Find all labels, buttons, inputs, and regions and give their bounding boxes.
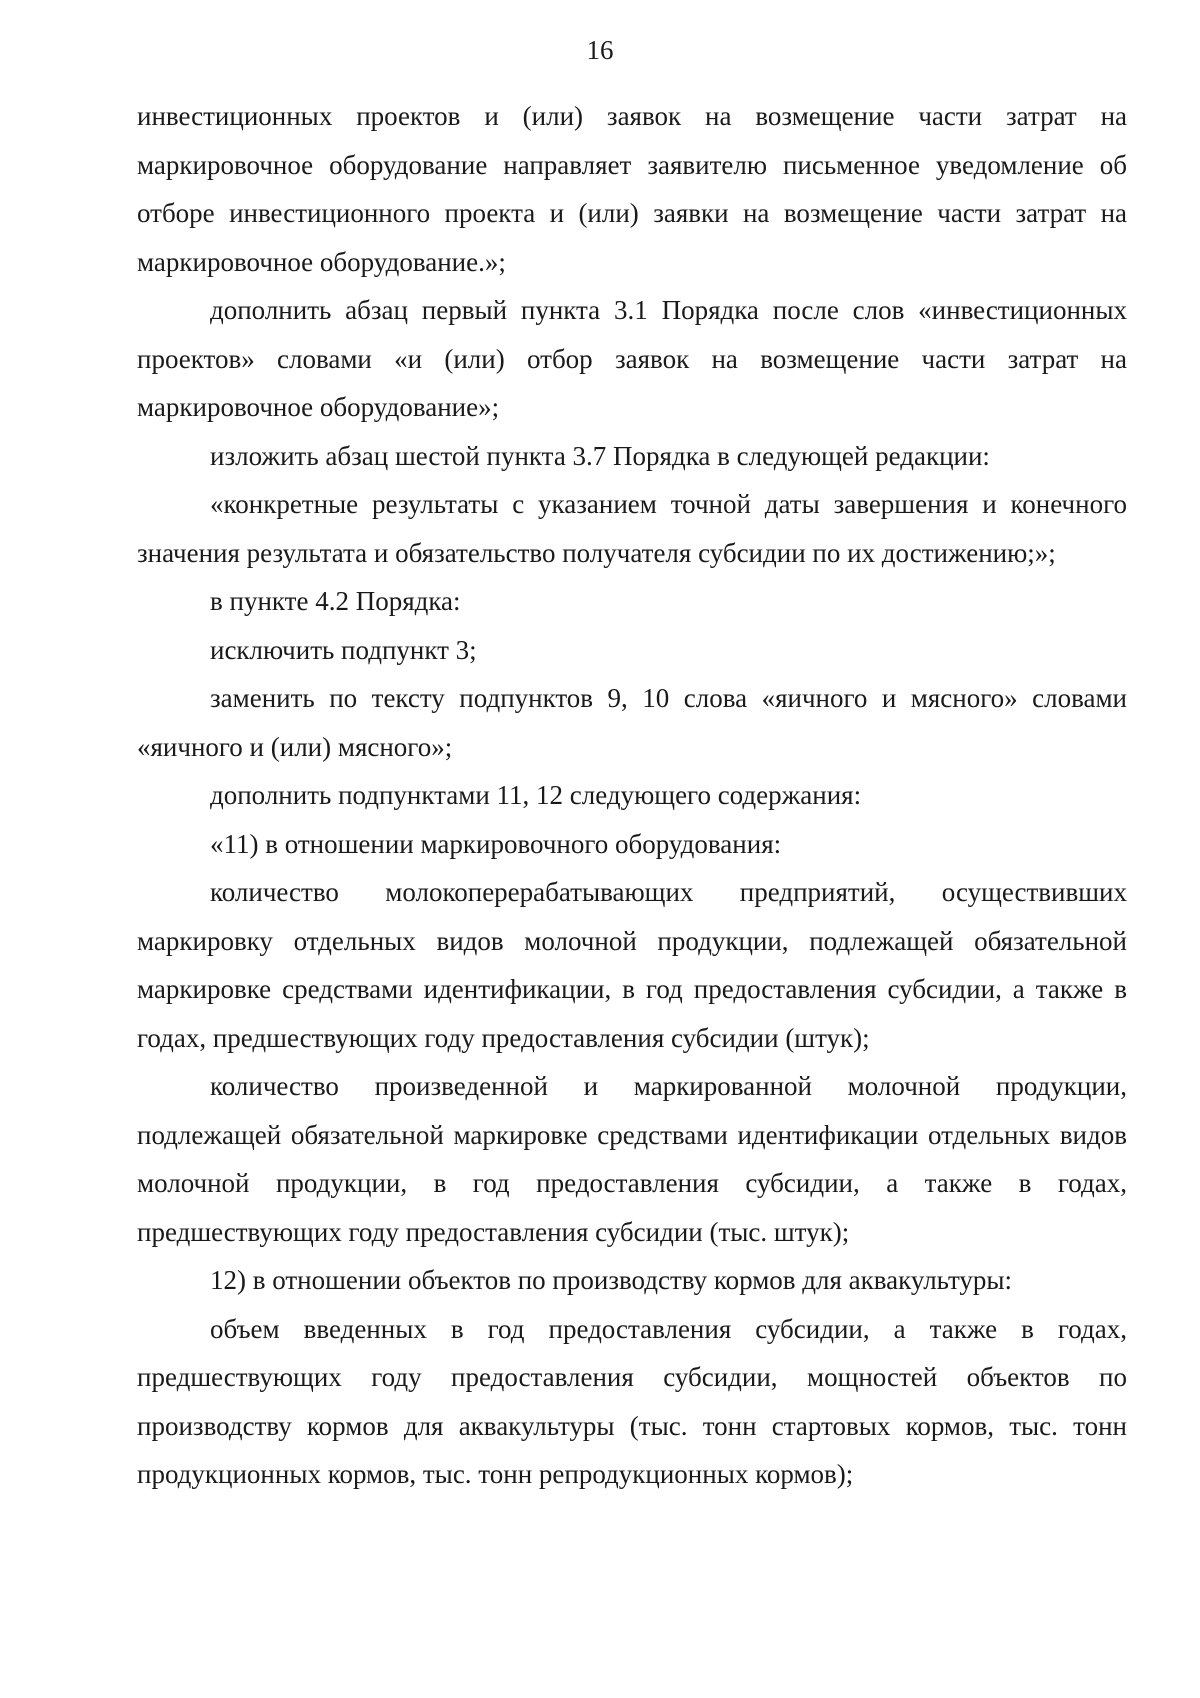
paragraph-indicator-feed-capacity: объем введенных в год предоставления субсидии, а также в годах, предшествующих году предоставления субсидии, мощностей объектов по производству кормов для аквакультуры (тыс. тонн стартовых кормов, тыс. тонн продукционных кормов, тыс. тонн репродукционных кормов); [137, 1313, 1127, 1489]
document-body [137, 92, 1127, 1499]
paragraph-point-4-2: в пункте 4.2 Порядка: [210, 586, 461, 616]
paragraph-replace-words: заменить по тексту подпунктов 9, 10 слова «яичного и мясного» словами «яичного и (или) мясного»; [137, 683, 1127, 762]
paragraph-indicator-enterprises: количество молокоперерабатывающих предприятий, осуществивших маркировку отдельных видов молочной продукции, подлежащей обязательной маркировке средствами идентификации, в год предоставления субсидии, а также в годах, предшествующих году предоставления субсидии (штук); [137, 877, 1127, 1053]
paragraph-quoted-results: «конкретные результаты с указанием точной даты завершения и конечного значения результата и обязательство получателя субсидии по их достижению;»; [137, 489, 1127, 568]
page-number: 16 [586, 35, 614, 65]
paragraph-continuation: инвестиционных проектов и (или) заявок на возмещение части затрат на маркировочное оборудование направляет заявителю письменное уведомление об отборе инвестиционного проекта и (или) заявки на возмещение части затрат на маркировочное оборудование.»; [137, 101, 1127, 277]
paragraph-subpoint-12: 12) в отношении объектов по производству кормов для аквакультуры: [210, 1265, 1013, 1295]
paragraph-subpoint-11: «11) в отношении маркировочного оборудования: [210, 828, 782, 859]
paragraph-amend-3-1: дополнить абзац первый пункта 3.1 Порядка после слов «инвестиционных проектов» словами «и (или) отбор заявок на возмещение части затрат на маркировочное оборудование»; [137, 295, 1127, 422]
paragraph-exclude-subpoint: исключить подпункт 3; [210, 634, 477, 665]
paragraph-amend-3-7: изложить абзац шестой пункта 3.7 Порядка в следующей редакции: [210, 440, 990, 471]
paragraph-indicator-products: количество произведенной и маркированной молочной продукции, подлежащей обязательной маркировке средствами идентификации отдельных видов молочной продукции, в год предоставления субсидии, а также в годах, предшествующих году предоставления субсидии (тыс. штук); [137, 1071, 1127, 1247]
paragraph-add-subpoints: дополнить подпунктами 11, 12 следующего содержания: [210, 780, 862, 810]
